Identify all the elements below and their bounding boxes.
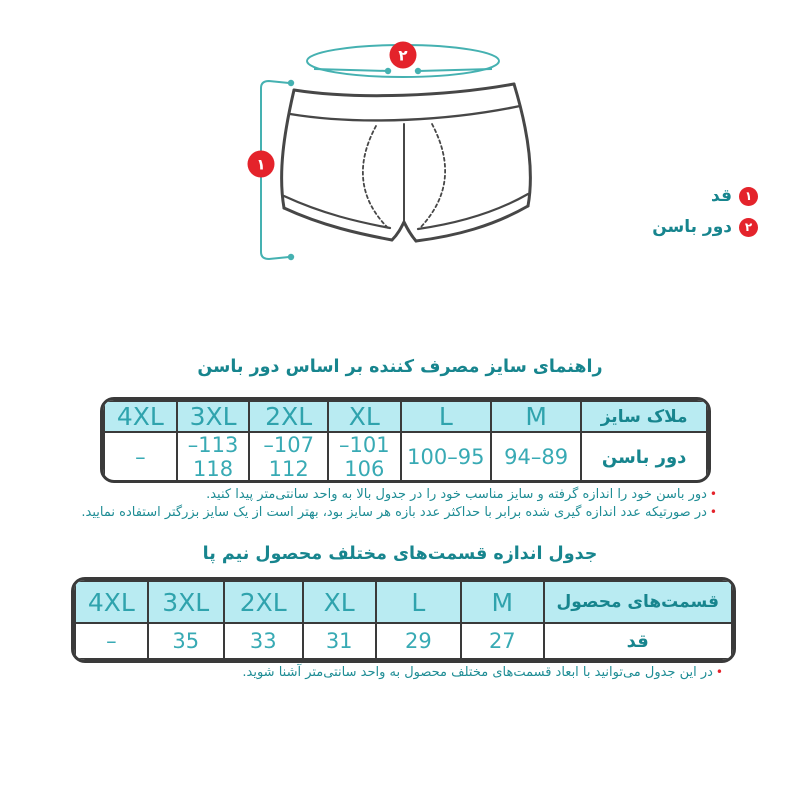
bullet-icon: • <box>709 504 717 519</box>
note-text: در صورتیکه عدد اندازه گیری شده برابر با حداکثر عدد بازه هر سایز بود، بهتر است از یک سایز بزرگتر استفاده نمایید. <box>81 504 707 520</box>
height-value-l: 29 <box>376 623 462 659</box>
legend-label-height: قد <box>711 186 732 206</box>
size-header-l: L <box>401 401 491 432</box>
height-value-4xl: – <box>75 623 148 659</box>
boxer-outline <box>282 84 531 241</box>
size-header-l: L <box>376 581 462 623</box>
hip-row-label: دور باسن <box>581 432 707 482</box>
size-guide-notes <box>81 486 717 521</box>
height-row-label: قد <box>544 623 733 659</box>
size-header-m: M <box>491 401 581 432</box>
product-table-header-row <box>75 581 732 623</box>
hip-size-table <box>100 397 711 483</box>
svg-text:۲: ۲ <box>398 46 408 65</box>
measure-badge-2 <box>390 42 417 69</box>
product-table-value-row <box>75 623 732 659</box>
note-line <box>81 504 717 522</box>
bullet-icon: • <box>715 665 723 679</box>
hip-size-table-value-row <box>104 432 707 482</box>
size-guide-title: راهنمای سایز مصرف کننده بر اساس دور باسن <box>197 357 603 377</box>
size-header-3xl: 3XL <box>177 401 250 432</box>
height-value-2xl: 33 <box>224 623 303 659</box>
hip-value-l: 95–100 <box>401 432 491 482</box>
note-text: دور باسن خود را اندازه گرفته و سایز مناسب خود را در جدول بالا به واحد سانتی‌متر پیدا کنید. <box>206 487 707 502</box>
hip-value-4xl: – <box>104 432 177 482</box>
boxer-measurement-diagram <box>238 36 574 274</box>
hip-value-m: 89–94 <box>491 432 581 482</box>
size-header-2xl: 2XL <box>249 401 328 432</box>
note-text: در این جدول می‌توانید با ابعاد قسمت‌های مختلف محصول به واحد سانتی‌متر آشنا شوید. <box>242 665 713 680</box>
hip-value-3xl: 113–118 <box>177 432 250 482</box>
measure-badge-1 <box>248 151 275 178</box>
hip-table-header-label: ملاک سایز <box>581 401 707 432</box>
measure-legend <box>652 186 758 237</box>
height-value-m: 27 <box>461 623 543 659</box>
boxer-drawing <box>238 36 574 274</box>
legend-item-hip <box>652 217 758 237</box>
legend-badge-2-icon: ۲ <box>739 218 758 237</box>
svg-text:۱: ۱ <box>256 155 266 174</box>
size-header-3xl: 3XL <box>148 581 224 623</box>
size-header-m: M <box>461 581 543 623</box>
height-value-xl: 31 <box>303 623 376 659</box>
product-dimensions-note <box>242 664 723 682</box>
note-line <box>242 664 723 682</box>
legend-badge-1-icon: ۱ <box>739 187 758 206</box>
legend-item-height <box>711 186 758 206</box>
size-header-xl: XL <box>328 401 401 432</box>
bullet-icon: • <box>709 487 717 501</box>
size-header-4xl: 4XL <box>75 581 148 623</box>
height-value-3xl: 35 <box>148 623 224 659</box>
hip-value-2xl: 107–112 <box>249 432 328 482</box>
size-header-2xl: 2XL <box>224 581 303 623</box>
product-dimensions-table <box>71 577 736 663</box>
product-table-header-label: قسمت‌های محصول <box>544 581 733 623</box>
size-header-4xl: 4XL <box>104 401 177 432</box>
product-dimensions-title: جدول اندازه قسمت‌های مختلف محصول نیم پا <box>202 544 598 564</box>
size-header-xl: XL <box>303 581 376 623</box>
hip-value-xl: 101–106 <box>328 432 401 482</box>
note-line <box>81 486 717 504</box>
legend-label-hip: دور باسن <box>652 217 732 237</box>
hip-size-table-header-row <box>104 401 707 432</box>
